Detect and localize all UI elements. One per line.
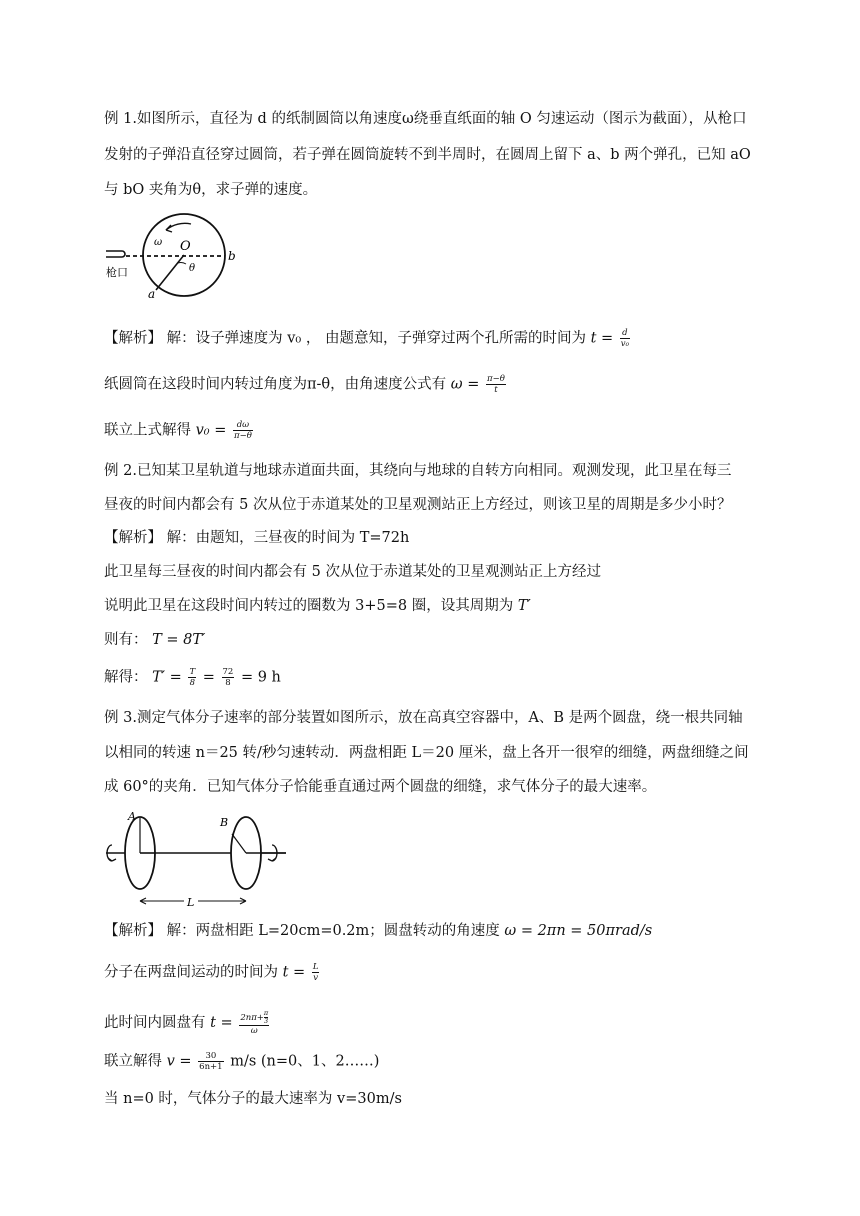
ex2-solution-line-5: [104, 667, 281, 688]
distance-l-label: L: [187, 896, 195, 909]
ex1-question-line-1: 例 1.如图所示，直径为 d 的纸制圆筒以角速度ω绕垂直纸面的轴 O 匀速运动（图示为截面），从枪口: [104, 111, 747, 127]
ex2-s5-equals: =: [202, 669, 215, 686]
ex3-s1-text: 【解析】 解：两盘相距 L=20cm=0.2m；圆盘转动的角速度: [104, 923, 500, 939]
ex3-s2-lhs: t =: [282, 964, 306, 981]
ex2-solution-line-1: 【解析】 解：由题知，三昼夜的时间为 T=72h: [104, 530, 410, 546]
ex1-question-line-3: 与 bO 夹角为θ，求子弹的速度。: [104, 182, 318, 198]
ex2-solution-line-4: [104, 630, 205, 650]
disk-a-label: A: [128, 812, 136, 823]
ex1-s1-lhs: t =: [590, 330, 614, 347]
theta-label: θ: [189, 263, 196, 274]
omega-label: ω: [154, 237, 163, 248]
ex2-question-line-1: 例 2.已知某卫星轨道与地球赤道面共面，其绕向与地球的自转方向相同。观测发现，此卫星在每三: [104, 463, 732, 479]
ex3-solution-line-2: [104, 962, 321, 983]
ex2-s5-result: = 9 h: [240, 669, 281, 686]
ex1-question-line-2: 发射的子弹沿直径穿过圆筒，若子弹在圆筒旋转不到半周时，在圆周上留下 a、b 两个弹孔，已知 aO: [104, 147, 751, 163]
ex2-s5-fraction-2: $\frac{72}{8}$: [222, 667, 234, 688]
ex3-solution-line-4: [104, 1051, 379, 1072]
o-label: O: [180, 239, 191, 254]
ex3-s3-lhs: t =: [210, 1015, 233, 1031]
ex3-s3-fraction: 2nπ+ $\frac{\pi}{3}$ ω: [240, 1009, 269, 1036]
ex1-s1-text: 【解析】 解：设子弹速度为 v₀ ， 由题意知，子弹穿过两个孔所需的时间为: [104, 330, 586, 347]
ex2-s3-text: 说明此卫星在这段时间内转过的圈数为 3+5=8 圈，设其周期为: [104, 598, 514, 614]
ex1-s1-fraction: $\frac{d}{\text{v₀}}$: [620, 328, 629, 349]
ex3-s2-text: 分子在两盘间运动的时间为: [104, 964, 278, 981]
ex1-solution-line-1: [104, 328, 632, 349]
ex1-s2-lhs: ω =: [450, 376, 480, 393]
ex2-s5-fraction-1: $\frac{T}{8}$: [189, 667, 196, 688]
ex2-s5-text: 解得：: [104, 669, 148, 686]
ex3-s4-fraction: $\frac{30}{6n+1}$: [199, 1051, 223, 1072]
b-label: b: [228, 249, 236, 263]
ex1-s3-lhs: v₀ =: [195, 422, 227, 439]
ex3-question-line-3: 成 60°的夹角．已知气体分子恰能垂直通过两个圆盘的细缝，求气体分子的最大速率。: [104, 779, 657, 795]
ex1-s3-text: 联立上式解得: [104, 422, 191, 439]
ex1-cylinder-figure: [104, 212, 254, 302]
ex3-solution-line-1: [104, 921, 652, 941]
ex3-solution-line-5: 当 n=0 时，气体分子的最大速率为 v=30m/s: [104, 1091, 402, 1107]
ex1-s2-text: 纸圆筒在这段时间内转过角度为π-θ，由角速度公式有: [104, 376, 447, 393]
ex2-solution-line-2: 此卫星每三昼夜的时间内都会有 5 次从位于赤道某处的卫星观测站正上方经过: [104, 564, 601, 580]
a-label: a: [148, 287, 156, 301]
gun-barrel-icon: [106, 251, 125, 257]
ex3-question-line-2: 以相同的转速 n＝25 转/秒匀速转动．两盘相距 L＝20 厘米，盘上各开一很窄的细缝，两盘细缝之间: [104, 745, 749, 761]
ex3-s3-text: 此时间内圆盘有: [104, 1015, 206, 1031]
ex1-solution-line-2: [104, 374, 508, 395]
ex2-s4-text: 则有：: [104, 632, 148, 648]
ex3-s1-equation: ω = 2πn = 50πrad/s: [504, 923, 653, 939]
ex1-s3-fraction: $\frac{d\omega}{\pi-\theta}$: [233, 420, 252, 441]
ex3-disk-apparatus-figure: [104, 812, 294, 912]
ex3-s4-text: 联立解得: [104, 1053, 162, 1070]
gun-label: 枪口: [106, 266, 128, 279]
ex3-s4-unit: m/s (n=0、1、2……): [230, 1053, 380, 1070]
ex2-s5-lhs: T′ =: [152, 669, 182, 686]
ex3-s4-lhs: v =: [166, 1053, 192, 1070]
ex1-s2-fraction: $\frac{\pi-\theta}{t}$: [486, 374, 505, 395]
ex2-question-line-2: 昼夜的时间内都会有 5 次从位于赤道某处的卫星观测站正上方经过，则该卫星的周期是多少小时？: [104, 497, 732, 513]
ex3-question-line-1: 例 3.测定气体分子速率的部分装置如图所示，放在高真空容器中，A、B 是两个圆盘，绕一根共同轴: [104, 710, 743, 726]
ex1-solution-line-3: [104, 420, 255, 441]
ex3-solution-line-3: [104, 1010, 271, 1036]
ex2-s4-equation: T = 8T′: [152, 632, 206, 648]
ex2-s3-symbol: T′: [517, 598, 531, 614]
disk-b-label: B: [220, 816, 229, 829]
ex2-solution-line-3: [104, 596, 531, 616]
radius-oa: [156, 255, 184, 290]
ex3-s2-fraction: $\frac{L}{v}$: [312, 962, 319, 983]
